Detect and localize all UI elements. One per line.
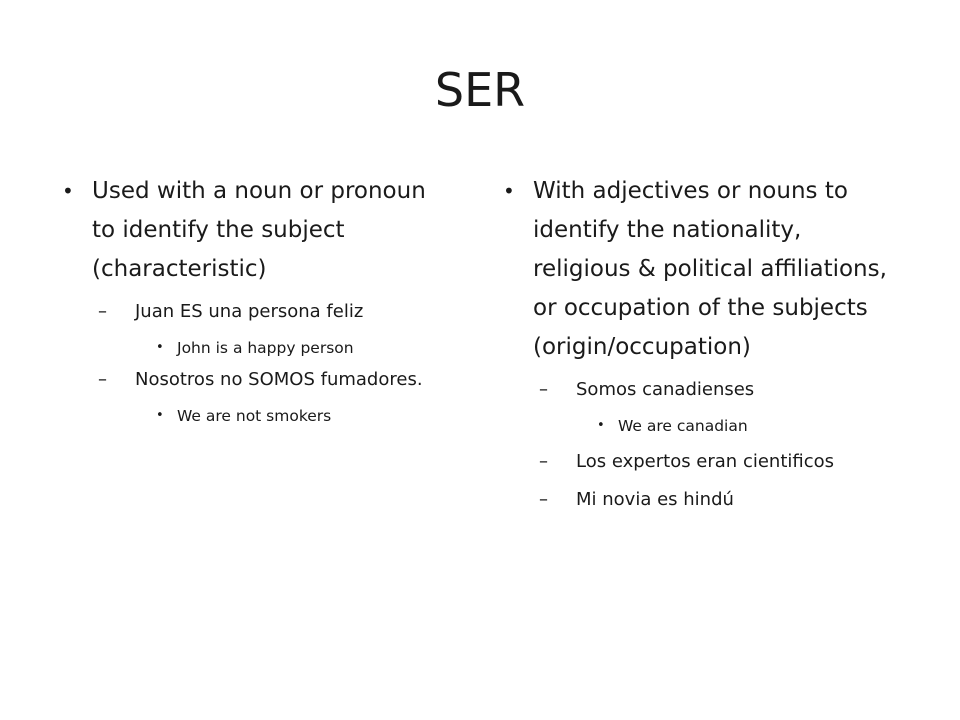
right-example-3-text: Mi novia es hindú xyxy=(576,489,734,510)
right-example-1-text: Somos canadienses xyxy=(576,379,755,400)
left-example-1-translation-text: John is a happy person xyxy=(177,339,354,357)
bullet-dot-icon: • xyxy=(597,418,605,433)
bullet-dash-icon: – xyxy=(98,301,107,322)
left-example-1-text: Juan ES una persona feliz xyxy=(135,301,364,322)
left-example-2-text: Nosotros no SOMOS fumadores. xyxy=(135,369,423,390)
right-example-2 xyxy=(503,449,903,475)
right-example-1-translation-text: We are canadian xyxy=(618,417,748,435)
left-example-1-translation xyxy=(62,337,432,359)
bullet-dot-icon: • xyxy=(156,408,164,423)
right-example-1-translation xyxy=(503,415,903,437)
left-main-point xyxy=(62,172,432,289)
bullet-dash-icon: – xyxy=(539,489,548,510)
left-example-2-translation xyxy=(62,405,432,427)
right-main-point xyxy=(503,172,903,367)
right-main-text: With adjectives or nouns to identify the nationality, religious & political affiliations, or occupation of the subjects (origin/occupation) xyxy=(533,178,887,360)
left-main-text: Used with a noun or pronoun to identify the subject (characteristic) xyxy=(92,178,426,282)
right-example-3 xyxy=(503,487,903,513)
left-example-2 xyxy=(62,367,432,393)
right-example-2-text: Los expertos eran cientificos xyxy=(576,451,835,472)
right-column xyxy=(503,172,903,513)
bullet-dot-icon: • xyxy=(503,179,515,203)
bullet-dot-icon: • xyxy=(62,179,74,203)
slide-title: SER xyxy=(434,63,526,117)
bullet-dash-icon: – xyxy=(539,379,548,400)
left-column xyxy=(62,172,432,427)
bullet-dash-icon: – xyxy=(98,369,107,390)
right-example-1 xyxy=(503,377,903,403)
left-example-2-translation-text: We are not smokers xyxy=(177,407,332,425)
bullet-dot-icon: • xyxy=(156,340,164,355)
bullet-dash-icon: – xyxy=(539,451,548,472)
left-example-1 xyxy=(62,299,432,325)
